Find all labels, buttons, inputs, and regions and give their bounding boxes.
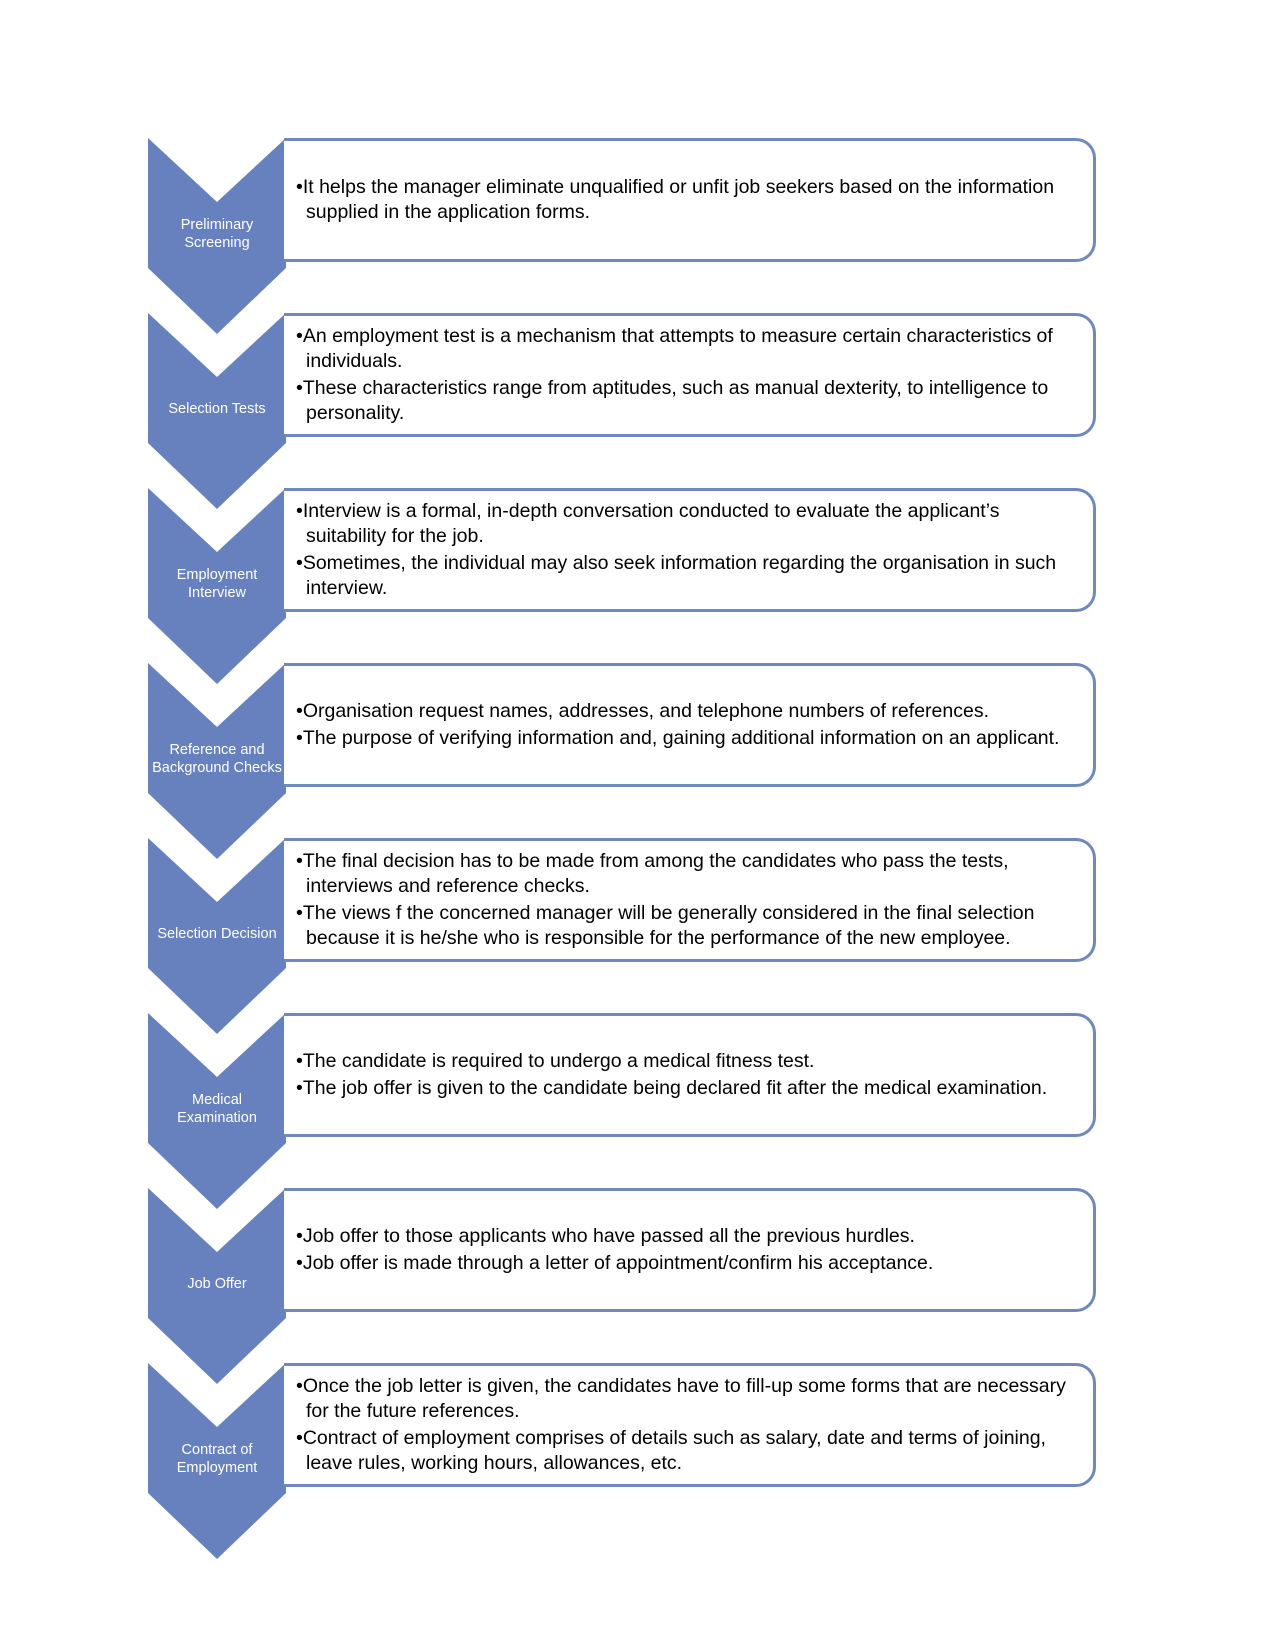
step-description-box (284, 138, 1096, 262)
bullet-text: •An employment test is a mechanism that attempts to measure certain characteristics of individuals. (296, 325, 1053, 372)
step-chevron (148, 1363, 286, 1559)
step-contract-of-employment (148, 1363, 1098, 1559)
step-chevron (148, 138, 286, 334)
step-reference-background-checks (148, 663, 1098, 859)
bullet-text: •The purpose of verifying information and, gaining additional information on an applicant. (296, 727, 1060, 749)
bullet-text: •It helps the manager eliminate unqualified or unfit job seekers based on the information supplied in the application forms. (296, 176, 1055, 223)
step-chevron (148, 488, 286, 684)
bullet-text: •Job offer is made through a letter of appointment/confirm his acceptance. (296, 1252, 934, 1274)
step-preliminary-screening (148, 138, 1098, 334)
step-label: Selection Decision (157, 926, 277, 942)
step-chevron (148, 1188, 286, 1384)
bullet-text: •Organisation request names, addresses, and telephone numbers of references. (296, 700, 989, 722)
step-selection-tests (148, 313, 1098, 509)
bullet-text: •Interview is a formal, in-depth conversation conducted to evaluate the applicant’s suitability for the job. (296, 500, 1000, 547)
bullet-text: •These characteristics range from aptitudes, such as manual dexterity, to intelligence to personality. (296, 377, 1049, 424)
bullet-text: •The views f the concerned manager will be generally considered in the final selection because it is he/she who is responsible for the performance of the new employee. (296, 902, 1035, 949)
step-description-box (284, 838, 1096, 962)
step-chevron (148, 1013, 286, 1209)
bullet-text: •The final decision has to be made from among the candidates who pass the tests, interviews and reference checks. (296, 850, 1009, 897)
step-selection-decision (148, 838, 1098, 1034)
step-medical-examination (148, 1013, 1098, 1209)
bullet-text: •Sometimes, the individual may also seek information regarding the organisation in such interview. (296, 552, 1057, 599)
step-employment-interview (148, 488, 1098, 684)
step-label: Preliminary Screening (180, 217, 254, 251)
bullet-text: •Once the job letter is given, the candidates have to fill-up some forms that are necessary for the future references. (296, 1375, 1066, 1422)
bullet-text: •The job offer is given to the candidate being declared fit after the medical examination. (296, 1077, 1048, 1099)
step-description-box (284, 1188, 1096, 1312)
step-chevron (148, 663, 286, 859)
bullet-text: •Contract of employment comprises of details such as salary, date and terms of joining, leave rules, working hours, allowances, etc. (296, 1427, 1046, 1474)
step-label: Reference and Background Checks (152, 742, 282, 776)
step-label: Contract of Employment (176, 1442, 258, 1476)
bullet-text: •The candidate is required to undergo a medical fitness test. (296, 1050, 815, 1072)
step-description-box (284, 663, 1096, 787)
step-label: Medical Examination (177, 1092, 257, 1126)
step-description-box (284, 1363, 1096, 1487)
step-chevron (148, 313, 286, 509)
step-job-offer (148, 1188, 1098, 1384)
step-label: Employment Interview (176, 567, 258, 601)
step-description-box (284, 488, 1096, 612)
step-chevron (148, 838, 286, 1034)
bullet-text: •Job offer to those applicants who have passed all the previous hurdles. (296, 1225, 915, 1247)
step-label: Selection Tests (168, 401, 266, 417)
step-label: Job Offer (187, 1276, 247, 1292)
step-description-box (284, 1013, 1096, 1137)
step-description-box (284, 313, 1096, 437)
